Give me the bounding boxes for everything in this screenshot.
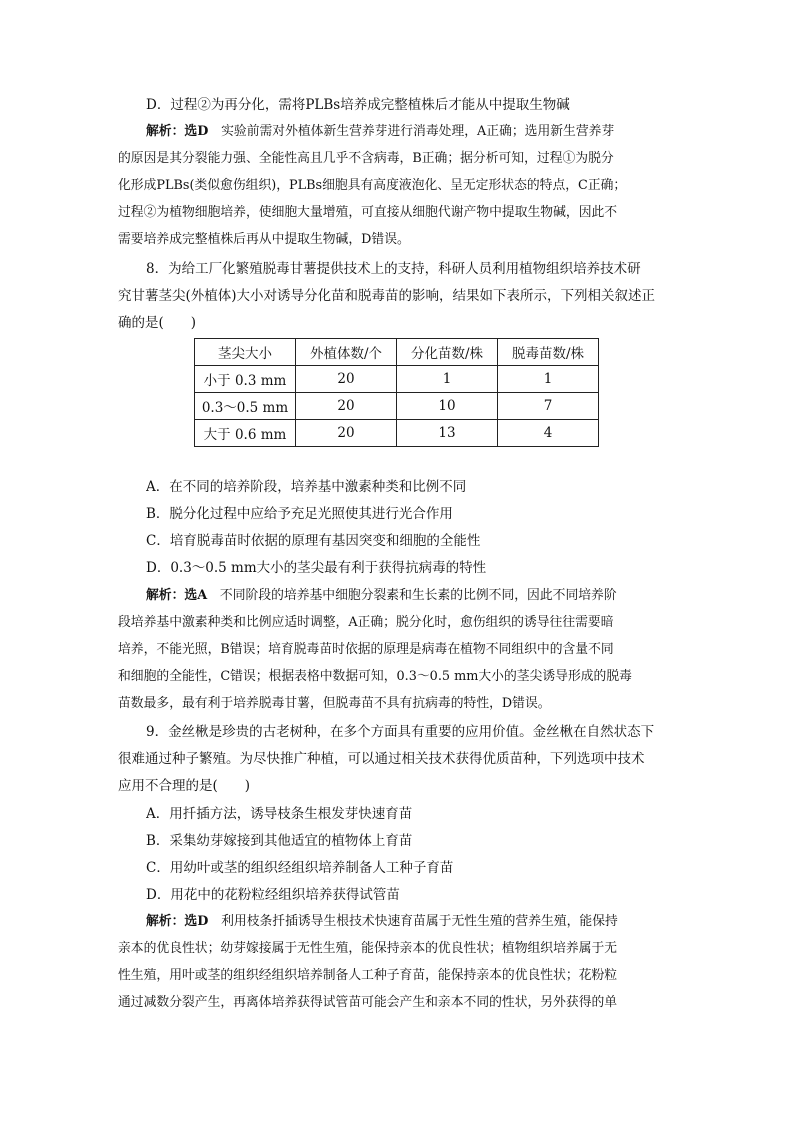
explanation-line: 亲本的优良性状；幼芽嫁接属于无性生殖，能保持亲本的优良性状；植物组织培养属于无	[118, 941, 618, 956]
table-header: 分化苗数/株	[397, 339, 498, 366]
option-c-q9: C．用幼叶或茎的组织经组织培养制备人工种子育苗	[146, 860, 454, 876]
question-line: 应用不合理的是( )	[118, 778, 251, 794]
table-cell: 20	[296, 366, 397, 393]
explanation-line: 通过减数分裂产生，再离体培养获得试管苗可能会产生和亲本不同的性状，另外获得的单	[118, 995, 618, 1010]
explanation-text: 实验前需对外植体新生营养芽进行消毒处理，A正确；选用新生营养芽	[208, 124, 615, 139]
question-line: 很难通过种子繁殖。为尽快推广种植，可以通过相关技术获得优质苗种，下列选项中技术	[118, 751, 645, 767]
explanation-line: 过程②为植物细胞培养，使细胞大量增殖，可直接从细胞代谢产物中提取生物碱，因此不	[118, 205, 618, 220]
table-cell: 20	[296, 393, 397, 420]
explanation-line: 和细胞的全能性，C错误；根据表格中数据可知，0.3～0.5 mm大小的茎尖诱导形成的脱毒	[118, 669, 632, 684]
explanation-label: 解析：选D	[146, 914, 209, 929]
table-row	[195, 393, 599, 420]
table-cell: 4	[498, 420, 599, 447]
explanation-line: 需要培养成完整植株后再从中提取生物碱，D错误。	[118, 232, 410, 247]
table-cell: 13	[397, 420, 498, 447]
option-d-q8: D．0.3～0.5 mm大小的茎尖最有利于获得抗病毒的特性	[146, 560, 487, 576]
option-b-q8: B．脱分化过程中应给予充足光照使其进行光合作用	[146, 506, 453, 522]
option-d-q7: D．过程②为再分化，需将PLBs培养成完整植株后才能从中提取生物碱	[146, 97, 570, 113]
table-header: 茎尖大小	[195, 339, 296, 366]
table-cell: 10	[397, 393, 498, 420]
data-table	[194, 338, 599, 447]
table-header-row	[195, 339, 599, 366]
question-line: 确的是( )	[118, 315, 197, 331]
explanation-line: 性生殖，用叶或茎的组织经组织培养制备人工种子育苗，能保持亲本的优良性状；花粉粒	[118, 968, 618, 983]
table-header: 脱毒苗数/株	[498, 339, 599, 366]
table-header: 外植体数/个	[296, 339, 397, 366]
question-9: 9．金丝楸是珍贵的古老树种，在多个方面具有重要的应用价值。金丝楸在自然状态下	[146, 724, 655, 740]
question-8: 8．为给工厂化繁殖脱毒甘薯提供技术上的支持，科研人员利用植物组织培养技术研	[146, 261, 641, 277]
table-cell: 7	[498, 393, 599, 420]
explanation-line: 化形成PLBs(类似愈伤组织)，PLBs细胞具有高度液泡化、呈无定形状态的特点，C正确；	[118, 178, 627, 193]
option-b-q9: B．采集幼芽嫁接到其他适宜的植物体上育苗	[146, 833, 413, 849]
explanation-q7	[146, 119, 706, 145]
explanation-text: 不同阶段的培养基中细胞分裂素和生长素的比例不同，因此不同培养阶	[207, 588, 617, 603]
explanation-line: 的原因是其分裂能力强、全能性高且几乎不含病毒，B正确；据分析可知，过程①为脱分	[118, 151, 614, 166]
explanation-text: 利用枝条扦插诱导生根技术快速育苗属于无性生殖的营养生殖，能保持	[208, 914, 618, 929]
table-row	[195, 420, 599, 447]
explanation-label: 解析：选A	[146, 588, 208, 603]
explanation-label: 解析：选D	[146, 124, 209, 139]
explanation-line: 段培养基中激素种类和比例应适时调整，A正确；脱分化时，愈伤组织的诱导往往需要暗	[118, 615, 614, 630]
option-c-q8: C．培育脱毒苗时依据的原理有基因突变和细胞的全能性	[146, 533, 481, 549]
explanation-q8	[146, 583, 706, 609]
question-line: 究甘薯茎尖(外植体)大小对诱导分化苗和脱毒苗的影响，结果如下表所示，下列相关叙述正	[118, 288, 656, 304]
option-a-q8: A．在不同的培养阶段，培养基中激素种类和比例不同	[146, 479, 467, 495]
explanation-line: 培养，不能光照，B错误；培育脱毒苗时依据的原理是病毒在植物不同组织中的含量不同	[118, 642, 614, 657]
table-row	[195, 366, 599, 393]
table-cell: 20	[296, 420, 397, 447]
explanation-line: 苗数最多，最有利于培养脱毒甘薯，但脱毒苗不具有抗病毒的特性，D错误。	[118, 696, 551, 711]
explanation-q9	[146, 909, 706, 935]
table-cell: 大于 0.6 mm	[195, 420, 296, 447]
table-cell: 小于 0.3 mm	[195, 366, 296, 393]
table-cell: 0.3～0.5 mm	[195, 393, 296, 420]
option-d-q9: D．用花中的花粉粒经组织培养获得试管苗	[146, 887, 400, 903]
table-cell: 1	[498, 366, 599, 393]
table-cell: 1	[397, 366, 498, 393]
option-a-q9: A．用扦插方法，诱导枝条生根发芽快速育苗	[146, 806, 413, 822]
